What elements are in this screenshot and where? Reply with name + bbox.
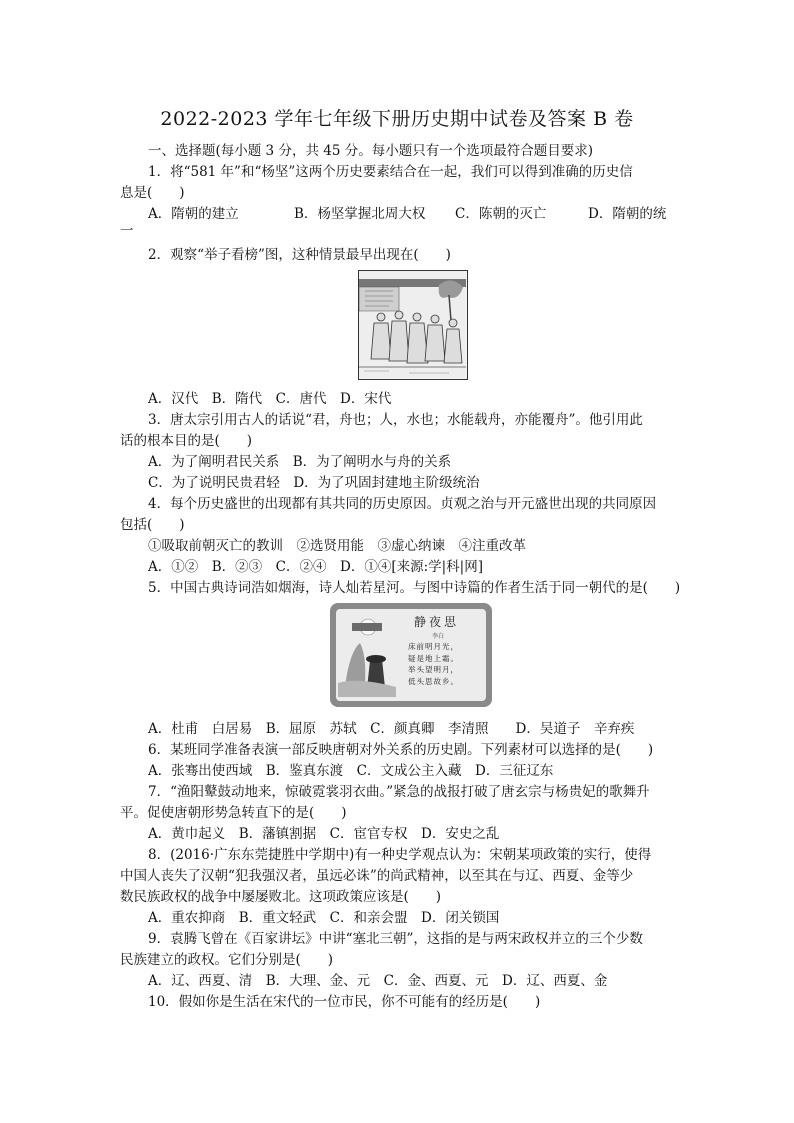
poem-line: 举头望明月， [408, 665, 459, 674]
question-4-items: ①吸取前朝灭亡的教训 ②选贤用能 ③虚心纳谏 ④注重改革 [148, 538, 526, 554]
question-8-stem-cont-1: 中国人丧失了汉朝“犯我强汉者，虽远必诛”的尚武精神，以至其在与辽、西夏、金等少 [120, 868, 634, 884]
question-8-stem: 8．(2016·广东东莞捷胜中学期中)有一种史学观点认为：宋朝某项政策的实行，使得 [148, 847, 652, 863]
poem-title: 静夜思 [414, 615, 460, 629]
exam-results-figure [358, 270, 468, 380]
question-6-options: A．张骞出使西域 B．鉴真东渡 C．文成公主入藏 D．三征辽东 [148, 763, 554, 779]
question-6-stem: 6．某班同学准备表演一部反映唐朝对外关系的历史剧。下列素材可以选择的是( ) [148, 742, 654, 758]
poem-lines [408, 641, 459, 687]
question-3-options-1: A．为了阐明君民关系 B．为了阐明水与舟的关系 [148, 454, 452, 470]
question-9-options: A．辽、西夏、清 B．大理、金、元 C．金、西夏、元 D．辽、西夏、金 [148, 973, 608, 989]
option-c: C．陈朝的灭亡 [455, 206, 547, 222]
question-7-options: A．黄巾起义 B．藩镇割据 C．宦官专权 D．安史之乱 [148, 826, 500, 842]
question-5-stem: 5．中国古典诗词浩如烟海，诗人灿若星河。与图中诗篇的作者生活于同一朝代的是( ) [148, 580, 681, 596]
question-1-option-d-cont: 一 [120, 223, 134, 239]
question-5-options: A．杜甫 白居易 B．屈原 苏轼 C．颜真卿 李清照 D．吴道子 辛弃疾 [148, 721, 635, 737]
question-4-stem-cont: 包括( ) [120, 517, 185, 533]
exam-candidates-viewing-results-illustration-icon [359, 271, 466, 378]
poem-author: 李白 [432, 633, 445, 640]
question-3-options-2: C．为了说明民贵君轻 D．为了巩固封建地主阶级统治 [148, 475, 480, 491]
poem-line: 疑是地上霜。 [408, 653, 459, 663]
option-d: D．隋朝的统 [588, 206, 667, 222]
moonlit-scholar-painting-icon [338, 613, 396, 697]
question-8-options: A．重农抑商 B．重文轻武 C．和亲会盟 D．闭关锁国 [148, 910, 500, 926]
question-2-options: A．汉代 B．隋代 C．唐代 D．宋代 [148, 391, 392, 407]
option-b: B．杨坚掌握北周大权 [294, 206, 426, 222]
question-1-stem-cont: 息是( ) [120, 185, 185, 201]
question-1-stem: 1．将“581 年”和“杨坚”这两个历史要素结合在一起，我们可以得到准确的历史信 [148, 164, 633, 180]
poem-figure [330, 603, 492, 707]
section-heading: 一、选择题(每小题 3 分，共 45 分。每小题只有一个选项最符合题目要求) [148, 143, 593, 159]
question-9-stem-cont: 民族建立的政权。它们分别是( ) [120, 952, 334, 968]
poem-line: 床前明月光， [408, 642, 459, 651]
question-2-stem: 2．观察“举子看榜”图，这种情景最早出现在( ) [148, 247, 451, 263]
question-3-stem-cont: 话的根本目的是( ) [120, 433, 253, 449]
question-7-stem: 7．“渔阳鼙鼓动地来，惊破霓裳羽衣曲。”紧急的战报打破了唐玄宗与杨贵妃的歌舞升 [148, 784, 650, 800]
poem-panel [336, 609, 486, 701]
question-4-stem: 4．每个历史盛世的出现都有其共同的历史原因。贞观之治与开元盛世出现的共同原因 [148, 496, 657, 512]
question-8-stem-cont-2: 数民族政权的战争中屡屡败北。这项政策应该是( ) [120, 889, 442, 905]
question-4-options: A．①② B．②③ C．②④ D．①④[来源:学|科|网] [148, 559, 484, 575]
option-a: A．隋朝的建立 [148, 206, 239, 222]
question-7-stem-cont: 平。促使唐朝形势急转直下的是( ) [120, 805, 347, 821]
question-3-stem: 3．唐太宗引用古人的话说“君，舟也；人，水也；水能载舟，亦能覆舟”。他引用此 [148, 412, 643, 428]
question-10-stem: 10．假如你是生活在宋代的一位市民，你不可能有的经历是( ) [148, 994, 541, 1010]
question-9-stem: 9．袁腾飞曾在《百家讲坛》中讲“塞北三朝”，这指的是与两宋政权并立的三个少数 [148, 931, 643, 947]
poem-line: 低头思故乡。 [408, 676, 459, 686]
page-title: 2022-2023 学年七年级下册历史期中试卷及答案 B 卷 [160, 108, 634, 130]
